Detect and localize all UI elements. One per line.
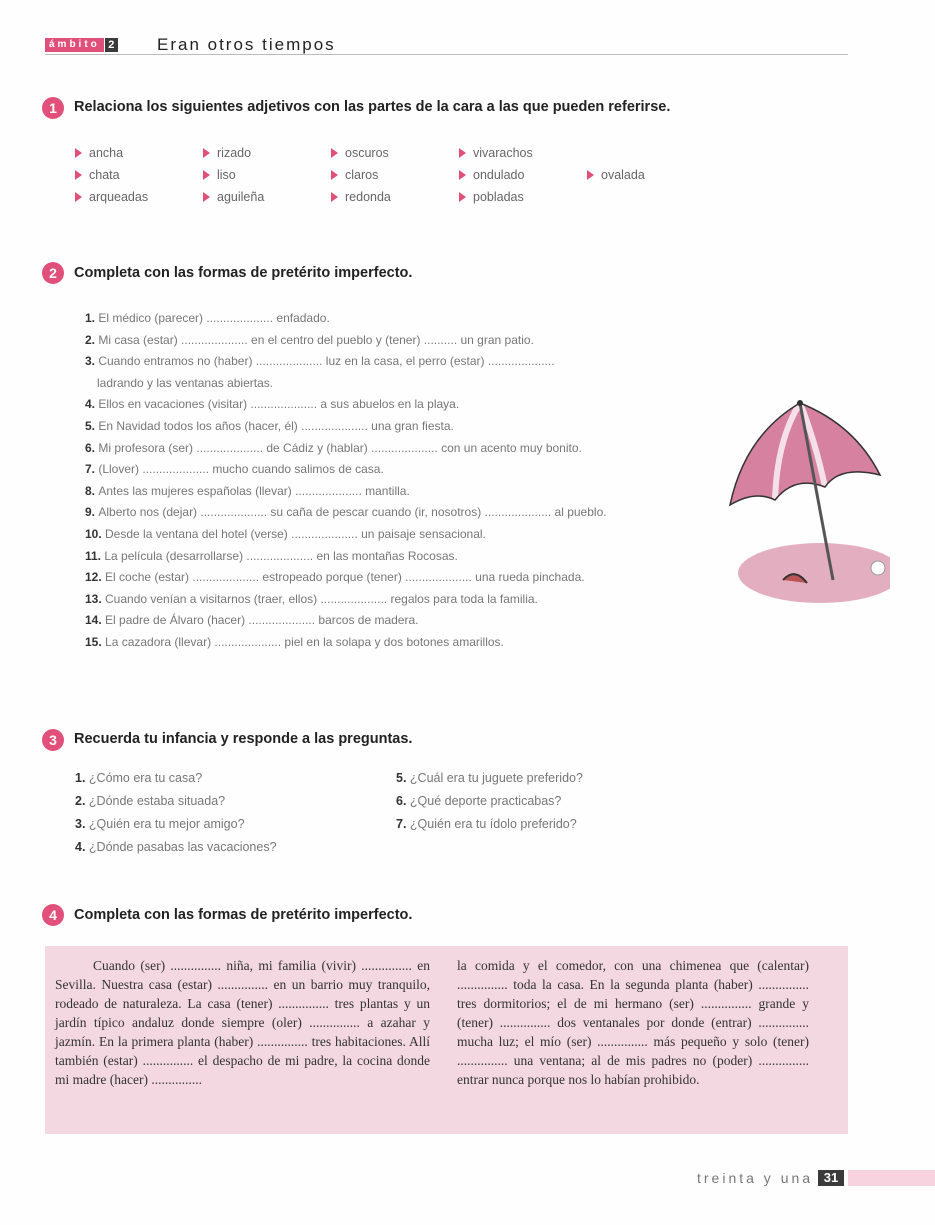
adjective-label: chata: [89, 168, 120, 182]
question-item: [75, 794, 225, 808]
adjective-item: [203, 168, 236, 182]
adjective-item: [587, 168, 645, 182]
adjective-label: vivarachos: [473, 146, 533, 160]
question-number: 6.: [396, 794, 410, 808]
adjective-item: [75, 168, 120, 182]
adjective-label: pobladas: [473, 190, 524, 204]
bullet-arrow-icon: [75, 170, 82, 180]
exercise-item: [85, 311, 330, 325]
exercise-item: [85, 354, 555, 368]
bullet-arrow-icon: [587, 170, 594, 180]
bullet-arrow-icon: [203, 170, 210, 180]
item-text: Mi casa (estar) .................... en el centro del pueblo y (tener) .......... un gran patio.: [98, 332, 534, 347]
adjective-item: [331, 190, 391, 204]
adjective-item: [75, 146, 123, 160]
exercise-2-title: Completa con las formas de pretérito imperfecto.: [74, 265, 413, 281]
item-number: 15.: [85, 635, 106, 649]
text-right-column: la comida y el comedor, con una chimenea que (calentar) ............... toda la casa. En la segunda planta (haber) ............... tres dormitorios; el de mi hermano (ser) ............... grande y (tener) ............... dos ventanales por donde (entrar) ............... mucha luz; el mío (ser) ............... más pequeño y solo (tener) ............... una ventana; al de mis padres no (poder) ............... entrar nunca porque nos lo habían prohibido.: [457, 958, 809, 1087]
exercise-item: [85, 592, 538, 606]
item-text: La cazadora (llevar) .................... piel en la solapa y dos botones amarillos.: [105, 635, 504, 649]
footer-accent-bar: [848, 1170, 935, 1186]
adjective-label: claros: [345, 168, 379, 182]
text-left-column: Cuando (ser) ............... niña, mi familia (vivir) ............... en Sevilla. Nuestra casa (estar) ............... en un barrio muy tranquilo, rodeado de naturaleza. La casa (tener) ............... tres plantas y un jardín típico andaluz donde siempre (oler) ............... a azahar y jazmín. En la primera planta (haber) ............... tres habitaciones. Allí también (estar) ............... el despacho de mi padre, la cocina donde mi madre (hacer) ...............: [55, 958, 430, 1087]
question-text: ¿Quién era tu mejor amigo?: [88, 817, 245, 831]
question-text: ¿Quién era tu ídolo preferido?: [409, 817, 577, 831]
item-text: Mi profesora (ser) .................... de Cádiz y (hablar) .................... con un acento muy bonito.: [98, 440, 582, 455]
bullet-arrow-icon: [203, 192, 210, 202]
header-divider: [45, 54, 848, 55]
item-number: 3.: [85, 354, 99, 369]
question-number: 2.: [75, 794, 89, 808]
adjective-label: rizado: [217, 146, 252, 160]
question-item: [396, 794, 561, 808]
exercise-item: [85, 397, 459, 411]
question-number: 5.: [396, 771, 410, 785]
question-text: ¿Dónde pasabas las vacaciones?: [88, 840, 277, 854]
exercise-2-number: 2: [42, 262, 64, 284]
exercise-1-number: 1: [42, 97, 64, 119]
page-title: Eran otros tiempos: [157, 35, 336, 54]
bullet-arrow-icon: [459, 170, 466, 180]
adjective-label: ovalada: [601, 168, 645, 182]
item-text: Alberto nos (dejar) .................... su caña de pescar cuando (ir, nosotros) .................... al pueblo.: [98, 505, 607, 520]
question-item: [396, 817, 577, 831]
adjective-label: arqueadas: [89, 190, 149, 204]
adjective-label: aguileña: [217, 190, 265, 204]
question-text: ¿Qué deporte practicabas?: [409, 794, 562, 808]
item-number: 9.: [85, 505, 99, 520]
question-text: ¿Cuál era tu juguete preferido?: [409, 771, 583, 785]
exercise-item: [85, 462, 384, 476]
exercise-4-number: 4: [42, 904, 64, 926]
beach-umbrella-illustration: [715, 395, 890, 620]
exercise-item: [85, 570, 585, 584]
item-text: ladrando y las ventanas abiertas.: [97, 375, 274, 390]
item-number: 8.: [85, 483, 99, 498]
exercise-item: [85, 613, 419, 627]
question-text: ¿Cómo era tu casa?: [88, 771, 203, 785]
reading-text-box: [45, 946, 848, 1134]
footer-page-words: treinta y una: [697, 1170, 814, 1186]
exercise-item: [85, 441, 582, 455]
exercise-item: [85, 505, 607, 519]
question-item: [396, 771, 583, 785]
exercise-3-title: Recuerda tu infancia y responde a las preguntas.: [74, 731, 413, 747]
item-number: 6.: [85, 440, 99, 455]
section-tag-number: 2: [105, 38, 118, 52]
adjective-item: [203, 190, 264, 204]
item-number: 1.: [85, 311, 99, 325]
item-number: 12.: [85, 570, 106, 585]
item-number: 2.: [85, 332, 99, 347]
bullet-arrow-icon: [331, 170, 338, 180]
bullet-arrow-icon: [331, 148, 338, 158]
adjective-item: [459, 168, 524, 182]
adjective-item: [331, 146, 389, 160]
question-number: 4.: [75, 840, 89, 854]
question-number: 1.: [75, 771, 89, 785]
item-text: La película (desarrollarse) .................... en las montañas Rocosas.: [104, 548, 458, 563]
item-text: El médico (parecer) .................... enfadado.: [98, 311, 330, 325]
exercise-item: [85, 333, 534, 347]
adjective-item: [331, 168, 378, 182]
item-number: 7.: [85, 462, 99, 477]
item-number: 10.: [85, 527, 106, 541]
bullet-arrow-icon: [459, 148, 466, 158]
exercise-item: [85, 549, 458, 563]
item-text: Antes las mujeres españolas (llevar) .................... mantilla.: [98, 483, 410, 498]
item-text: El coche (estar) .................... estropeado porque (tener) .................... una rueda pinchada.: [105, 570, 585, 585]
bullet-arrow-icon: [203, 148, 210, 158]
exercise-1-title: Relaciona los siguientes adjetivos con las partes de la cara a las que pueden referirse.: [74, 99, 671, 115]
bullet-arrow-icon: [331, 192, 338, 202]
item-text: Desde la ventana del hotel (verse) .................... un paisaje sensacional.: [105, 527, 486, 541]
exercise-item: [85, 484, 410, 498]
adjective-item: [459, 146, 533, 160]
item-text: Cuando entramos no (haber) .................... luz en la casa, el perro (estar) ....................: [98, 354, 555, 369]
item-number: 11.: [85, 548, 105, 563]
question-number: 3.: [75, 817, 89, 831]
section-tag-label: ámbito: [45, 38, 104, 52]
exercise-item: [85, 527, 486, 541]
exercise-item: [97, 376, 273, 390]
adjective-item: [203, 146, 251, 160]
adjective-label: liso: [217, 168, 236, 182]
adjective-item: [75, 190, 148, 204]
item-number: 14.: [85, 613, 106, 628]
adjective-label: ancha: [89, 146, 124, 160]
exercise-item: [85, 419, 454, 433]
item-number: 4.: [85, 397, 99, 412]
item-text: Ellos en vacaciones (visitar) .................... a sus abuelos en la playa.: [98, 397, 460, 412]
exercise-3-number: 3: [42, 729, 64, 751]
bullet-arrow-icon: [75, 148, 82, 158]
item-number: 13.: [85, 591, 106, 606]
bullet-arrow-icon: [75, 192, 82, 202]
question-item: [75, 771, 202, 785]
exercise-item: [85, 635, 504, 649]
item-text: Cuando venían a visitarnos (traer, ellos) .................... regalos para toda la familia.: [105, 591, 538, 606]
question-item: [75, 817, 245, 831]
question-number: 7.: [396, 817, 410, 831]
adjective-label: redonda: [345, 190, 391, 204]
adjective-item: [459, 190, 524, 204]
bullet-arrow-icon: [459, 192, 466, 202]
question-text: ¿Dónde estaba situada?: [88, 794, 226, 808]
adjective-label: oscuros: [345, 146, 389, 160]
question-item: [75, 840, 277, 854]
section-tag: [45, 38, 118, 52]
item-text: En Navidad todos los años (hacer, él) .................... una gran fiesta.: [98, 419, 454, 433]
exercise-4-title: Completa con las formas de pretérito imperfecto.: [74, 907, 413, 923]
item-number: 5.: [85, 419, 99, 433]
adjective-label: ondulado: [473, 168, 525, 182]
item-text: El padre de Álvaro (hacer) .................... barcos de madera.: [105, 613, 419, 628]
item-text: (Llover) .................... mucho cuando salimos de casa.: [98, 462, 384, 477]
page-number: 31: [818, 1170, 844, 1186]
